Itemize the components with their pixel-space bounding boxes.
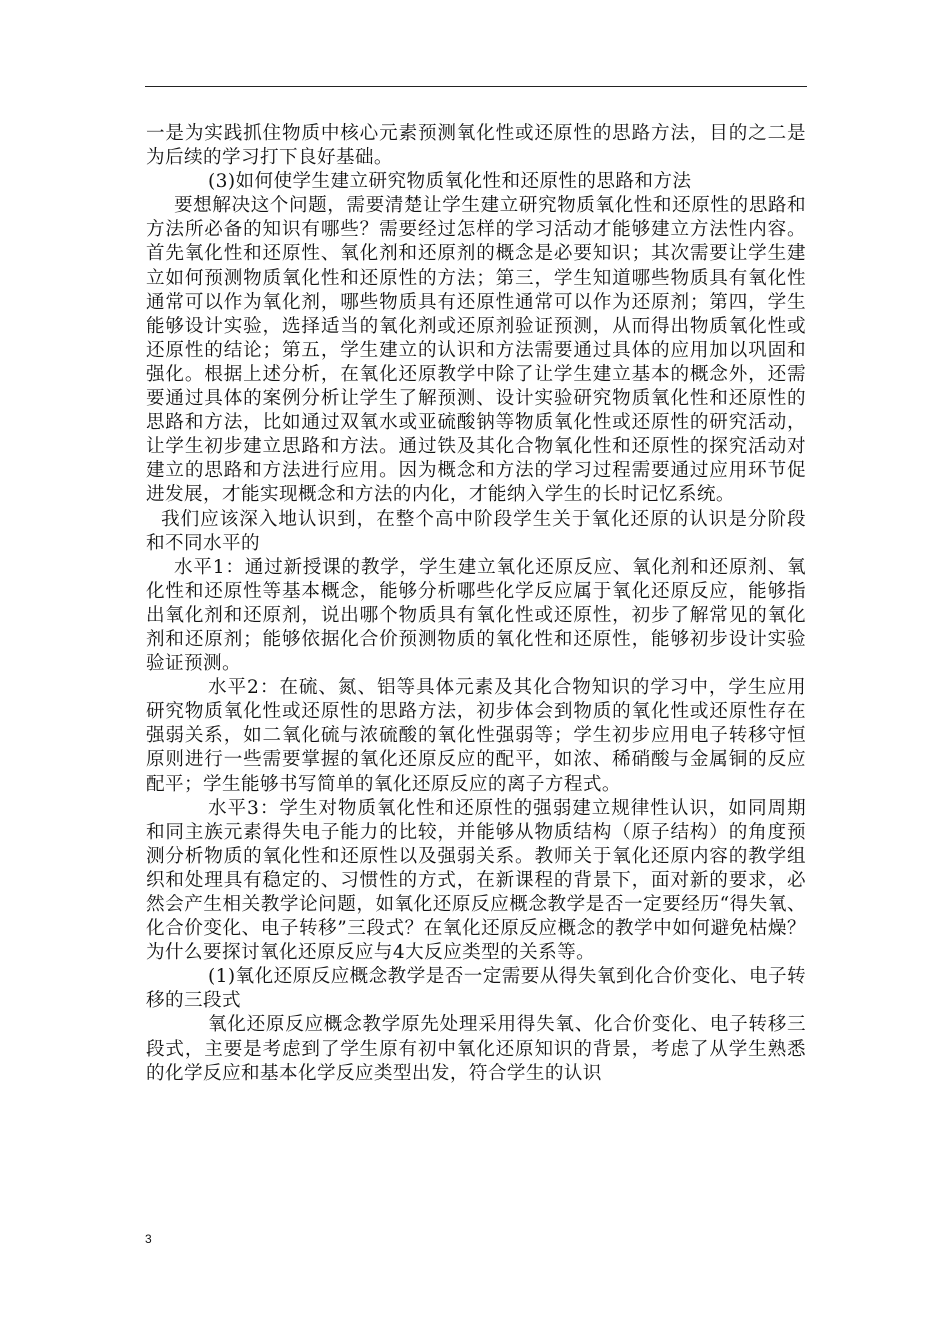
paragraph-methods: 要想解决这个问题，需要清楚让学生建立研究物质氧化性和还原性的思路和方法所必备的知识有哪些？需要经过怎样的学习活动才能够建立方法性内容。首先氧化性和还原性、氧化剂和还原剂的概念是必要知识；其次需要让学生建立如何预测物质氧化性和还原性的方法；第三，学生知道哪些物质具有氧化性通常可以作为氧化剂，哪些物质具有还原性通常可以作为还原剂；第四，学生能够设计实验，选择适当的氧化剂或还原剂验证预测，从而得出物质氧化性或还原性的结论；第五，学生建立的认识和方法需要通过具体的应用加以巩固和强化。根据上述分析，在氧化还原教学中除了让学生建立基本的概念外，还需要通过具体的案例分析让学生了解预测、设计实验研究物质氧化性和还原性的思路和方法，比如通过双氧水或亚硫酸钠等物质氧化性或还原性的研究活动，让学生初步建立思路和方法。通过铁及其化合物氧化性和还原性的探究活动对建立的思路和方法进行应用。因为概念和方法的学习过程需要通过应用环节促进发展，才能实现概念和方法的内化，才能纳入学生的长时记忆系统。 xyxy=(146,195,806,506)
document-body xyxy=(146,122,806,1086)
paragraph-level-3: 水平3：学生对物质氧化性和还原性的强弱建立规律性认识，如同周期和同主族元素得失电子能力的比较，并能够从物质结构（原子结构）的角度预测分析物质的氧化性和还原性以及强弱关系。教师关于氧化还原内容的教学组织和处理具有稳定的、习惯性的方式，在新课程的背景下，面对新的要求，必然会产生相关教学论问题，如氧化还原反应概念教学是否一定要经历“得失氧、化合价变化、电子转移”三段式？在氧化还原反应概念的教学中如何避免枯燥？为什么要探讨氧化还原反应与4大反应类型的关系等。 xyxy=(146,797,806,964)
paragraph-continuation: 一是为实践抓住物质中核心元素预测氧化性或还原性的思路方法，目的之二是为后续的学习打下良好基础。 xyxy=(146,123,806,169)
paragraph-three-stage: 氧化还原反应概念教学原先处理采用得失氧、化合价变化、电子转移三段式，主要是考虑到了学生原有初中氧化还原知识的背景，考虑了从学生熟悉的化学反应和基本化学反应类型出发，符合学生的认识 xyxy=(146,1014,806,1084)
page-number: 3 xyxy=(145,1232,152,1246)
header-rule xyxy=(145,86,807,87)
paragraph-stages: 我们应该深入地认识到，在整个高中阶段学生关于氧化还原的认识是分阶段和不同水平的 xyxy=(146,508,806,554)
section-heading-1: (1)氧化还原反应概念教学是否一定需要从得失氧到化合价变化、电子转移的三段式 xyxy=(146,966,806,1012)
paragraph-level-2: 水平2：在硫、氮、铝等具体元素及其化合物知识的学习中，学生应用研究物质氧化性或还原性的思路方法，初步体会到物质的氧化性或还原性存在强弱关系，如二氧化硫与浓硫酸的氧化性强弱等；学生初步应用电子转移守恒原则进行一些需要掌握的氧化还原反应的配平，如浓、稀硝酸与金属铜的反应配平；学生能够书写简单的氧化还原反应的离子方程式。 xyxy=(146,677,806,795)
section-heading-3: (3)如何使学生建立研究物质氧化性和还原性的思路和方法 xyxy=(208,171,692,193)
paragraph-level-1: 水平1：通过新授课的教学，学生建立氧化还原反应、氧化剂和还原剂、氧化性和还原性等基本概念，能够分析哪些化学反应属于氧化还原反应，能够指出氧化剂和还原剂，说出哪个物质具有氧化性或还原性，初步了解常见的氧化剂和还原剂；能够依据化合价预测物质的氧化性和还原性，能够初步设计实验验证预测。 xyxy=(146,556,806,675)
